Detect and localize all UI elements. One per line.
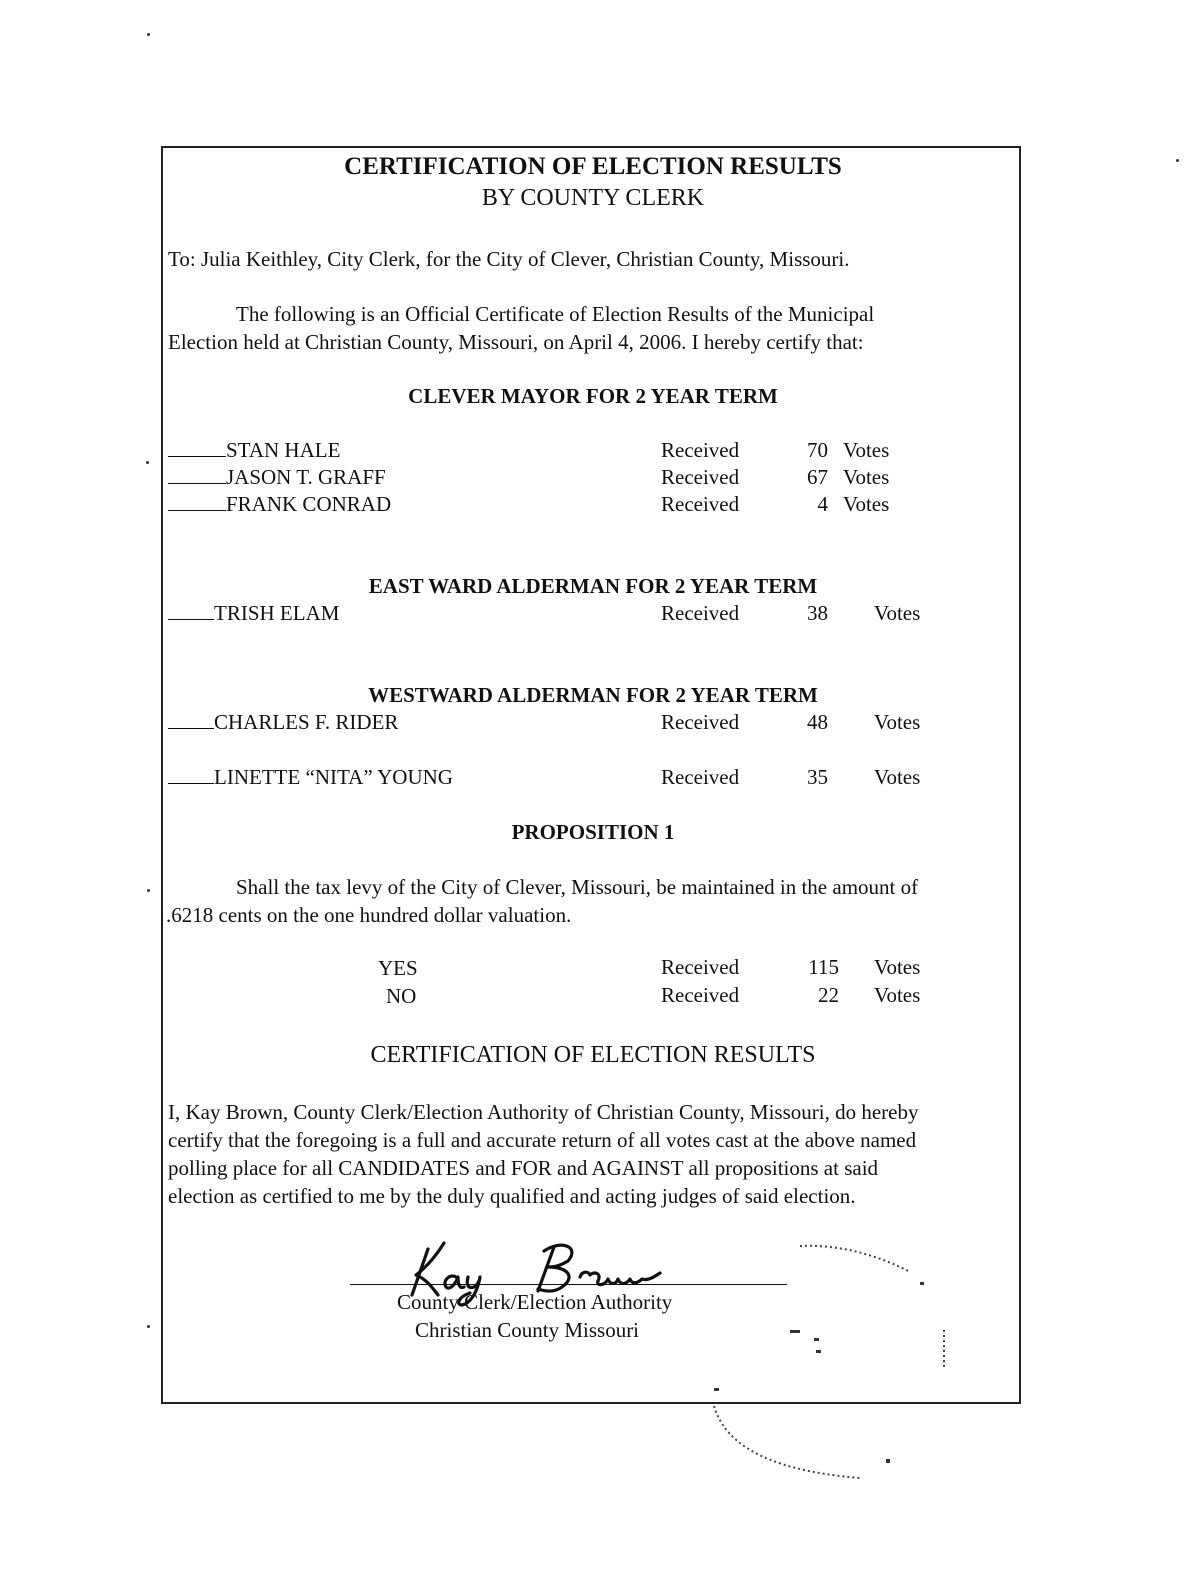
checkbox-blank — [168, 602, 214, 620]
certification-line-2: certify that the foregoing is a full and accurate return of all votes cast at the above named — [168, 1128, 917, 1152]
signature-title-2: Christian County Missouri — [415, 1318, 640, 1342]
candidate-row — [168, 601, 339, 626]
west-ward-heading: WESTWARD ALDERMAN FOR 2 YEAR TERM — [368, 683, 818, 707]
vote-count: 22 — [818, 983, 839, 1007]
vote-count: 67 — [807, 465, 828, 489]
certification-line-1: I, Kay Brown, County Clerk/Election Authority of Christian County, Missouri, do hereby — [168, 1100, 919, 1124]
scan-speck — [147, 1325, 150, 1328]
received-label: Received — [661, 765, 740, 789]
scan-speck — [147, 33, 150, 36]
certification-heading: CERTIFICATION OF ELECTION RESULTS — [370, 1042, 816, 1068]
checkbox-blank — [168, 766, 214, 784]
candidate-row — [168, 438, 340, 463]
votes-label: Votes — [874, 955, 921, 979]
received-label: Received — [661, 955, 740, 979]
votes-label: Votes — [843, 492, 890, 516]
intro-line-2: Election held at Christian County, Missouri, on April 4, 2006. I hereby certify that: — [168, 330, 864, 354]
certificate-frame — [161, 146, 1021, 1404]
candidate-name: CHARLES F. RIDER — [214, 710, 399, 734]
candidate-row — [168, 765, 453, 790]
vote-count: 70 — [807, 438, 828, 462]
checkbox-blank — [168, 493, 226, 511]
signature-title-1: County Clerk/Election Authority — [397, 1290, 673, 1314]
received-label: Received — [661, 465, 740, 489]
proposition-text-line-2: .6218 cents on the one hundred dollar valuation. — [166, 903, 572, 927]
document-title: CERTIFICATION OF ELECTION RESULTS — [344, 153, 842, 180]
votes-label: Votes — [874, 765, 921, 789]
candidate-name: TRISH ELAM — [214, 601, 340, 625]
checkbox-blank — [168, 466, 226, 484]
vote-count: 4 — [817, 492, 828, 516]
votes-label: Votes — [874, 601, 921, 625]
proposition-text-line-1: Shall the tax levy of the City of Clever, Missouri, be maintained in the amount of — [236, 875, 919, 899]
candidate-row — [168, 710, 398, 735]
checkbox-blank — [168, 439, 226, 457]
scan-speck — [146, 461, 149, 464]
vote-count: 115 — [808, 955, 839, 979]
scan-speck — [147, 889, 150, 892]
received-label: Received — [661, 492, 740, 516]
option-label-yes: YES — [378, 956, 418, 980]
received-label: Received — [661, 601, 740, 625]
votes-label: Votes — [843, 465, 890, 489]
received-label: Received — [661, 983, 740, 1007]
certification-line-3: polling place for all CANDIDATES and FOR and AGAINST all propositions at said — [168, 1156, 879, 1180]
seal-impression — [690, 1230, 980, 1500]
received-label: Received — [661, 710, 740, 734]
received-label: Received — [661, 438, 740, 462]
certification-line-4: election as certified to me by the duly qualified and acting judges of said election. — [168, 1184, 856, 1208]
vote-count: 38 — [807, 601, 828, 625]
candidate-name: STAN HALE — [226, 438, 341, 462]
proposition-heading: PROPOSITION 1 — [511, 820, 675, 844]
votes-label: Votes — [843, 438, 890, 462]
intro-line-1: The following is an Official Certificate of Election Results of the Municipal — [236, 302, 875, 326]
checkbox-blank — [168, 711, 214, 729]
mayor-heading: CLEVER MAYOR FOR 2 YEAR TERM — [408, 384, 778, 408]
option-label-no: NO — [386, 984, 417, 1008]
candidate-name: JASON T. GRAFF — [226, 465, 386, 489]
addressee-line: To: Julia Keithley, City Clerk, for the City of Clever, Christian County, Missouri. — [168, 247, 850, 271]
votes-label: Votes — [874, 710, 921, 734]
scan-speck — [1176, 159, 1179, 162]
document-subtitle: BY COUNTY CLERK — [481, 185, 705, 211]
candidate-row — [168, 492, 391, 517]
candidate-name: LINETTE “NITA” YOUNG — [214, 765, 453, 789]
candidate-row — [168, 465, 386, 490]
candidate-name: FRANK CONRAD — [226, 492, 392, 516]
east-ward-heading: EAST WARD ALDERMAN FOR 2 YEAR TERM — [368, 574, 818, 598]
vote-count: 35 — [807, 765, 828, 789]
votes-label: Votes — [874, 983, 921, 1007]
vote-count: 48 — [807, 710, 828, 734]
